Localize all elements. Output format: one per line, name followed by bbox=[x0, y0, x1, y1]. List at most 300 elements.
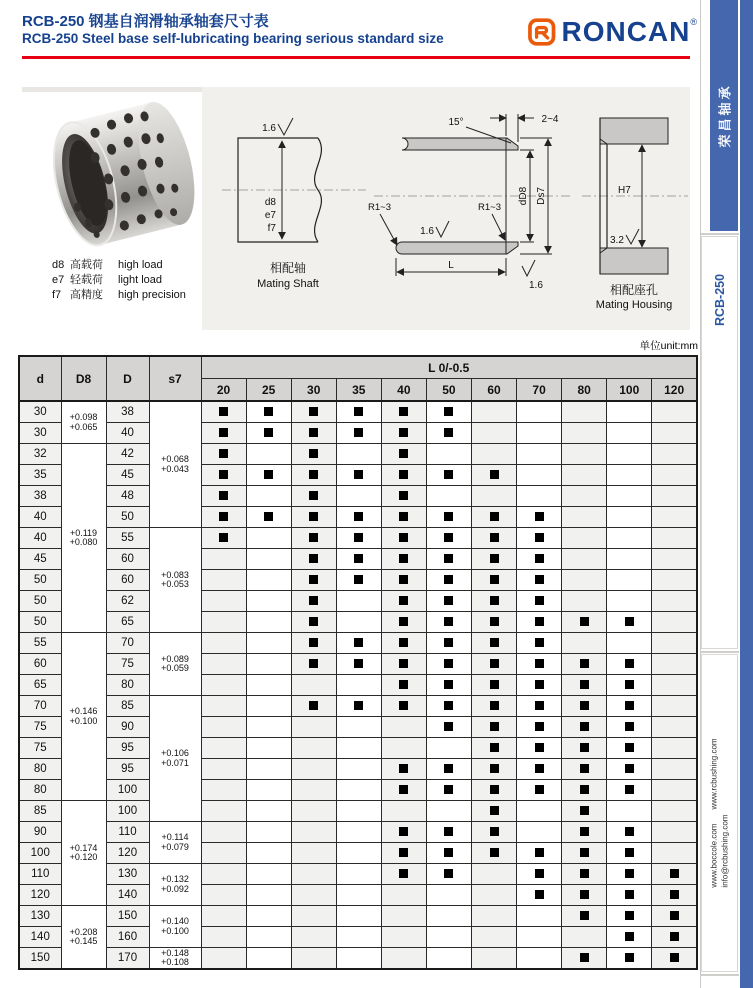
legend-line-high-precision: f7 高精度 high precision bbox=[52, 289, 186, 301]
cell-L-50 bbox=[426, 549, 471, 570]
cell-D: 80 bbox=[106, 675, 149, 696]
cell-L-20 bbox=[201, 633, 246, 654]
size-available-mark bbox=[309, 470, 318, 479]
cell-L-35 bbox=[336, 843, 381, 864]
cell-L-80 bbox=[562, 927, 607, 948]
size-available-mark bbox=[399, 659, 408, 668]
table-row bbox=[19, 507, 697, 528]
cell-L-100 bbox=[607, 444, 652, 465]
cell-L-35 bbox=[336, 738, 381, 759]
size-available-mark bbox=[444, 827, 453, 836]
cell-L-40 bbox=[381, 927, 426, 948]
size-available-mark bbox=[490, 533, 499, 542]
cell-L-40 bbox=[381, 423, 426, 444]
cell-D: 170 bbox=[106, 948, 149, 970]
table-row bbox=[19, 738, 697, 759]
cell-L-40 bbox=[381, 822, 426, 843]
cell-L-60 bbox=[471, 612, 516, 633]
cell-d: 120 bbox=[19, 885, 61, 906]
cell-L-120 bbox=[652, 906, 697, 927]
cell-L-120 bbox=[652, 927, 697, 948]
cell-L-30 bbox=[291, 885, 336, 906]
size-available-mark bbox=[309, 659, 318, 668]
cell-D: 140 bbox=[106, 885, 149, 906]
cell-L-50 bbox=[426, 591, 471, 612]
cell-L-25 bbox=[246, 885, 291, 906]
cell-d: 85 bbox=[19, 801, 61, 822]
size-available-mark bbox=[309, 617, 318, 626]
table-row bbox=[19, 654, 697, 675]
cell-L-60 bbox=[471, 654, 516, 675]
cell-d: 40 bbox=[19, 528, 61, 549]
cell-L-35 bbox=[336, 864, 381, 885]
col-header-L-20: 20 bbox=[201, 379, 246, 402]
size-available-mark bbox=[444, 722, 453, 731]
size-available-mark bbox=[580, 701, 589, 710]
cell-L-60 bbox=[471, 906, 516, 927]
cell-L-80 bbox=[562, 675, 607, 696]
cell-L-25 bbox=[246, 780, 291, 801]
cell-L-100 bbox=[607, 759, 652, 780]
cell-L-30 bbox=[291, 738, 336, 759]
size-available-mark bbox=[535, 869, 544, 878]
size-available-mark bbox=[490, 512, 499, 521]
size-available-mark bbox=[354, 533, 363, 542]
cell-L-100 bbox=[607, 654, 652, 675]
size-available-mark bbox=[219, 533, 228, 542]
cell-L-60 bbox=[471, 549, 516, 570]
cell-L-120 bbox=[652, 801, 697, 822]
cell-L-70 bbox=[517, 675, 562, 696]
bushing-roughness-outer: 1.6 bbox=[529, 280, 543, 291]
cell-L-120 bbox=[652, 696, 697, 717]
cell-L-20 bbox=[201, 591, 246, 612]
cell-L-70 bbox=[517, 507, 562, 528]
cell-L-120 bbox=[652, 822, 697, 843]
cell-L-120 bbox=[652, 401, 697, 423]
cell-L-40 bbox=[381, 401, 426, 423]
size-available-mark bbox=[444, 617, 453, 626]
cell-L-50 bbox=[426, 696, 471, 717]
size-available-mark bbox=[580, 659, 589, 668]
cell-L-50 bbox=[426, 465, 471, 486]
size-available-mark bbox=[309, 491, 318, 500]
cell-L-40 bbox=[381, 696, 426, 717]
cell-L-30 bbox=[291, 906, 336, 927]
cell-L-50 bbox=[426, 780, 471, 801]
size-table-wrap bbox=[18, 355, 698, 970]
size-available-mark bbox=[444, 554, 453, 563]
cell-L-35 bbox=[336, 591, 381, 612]
size-available-mark bbox=[625, 701, 634, 710]
cell-L-100 bbox=[607, 570, 652, 591]
cell-L-30 bbox=[291, 465, 336, 486]
size-available-mark bbox=[625, 932, 634, 941]
size-available-mark bbox=[490, 470, 499, 479]
col-header-L-80: 80 bbox=[562, 379, 607, 402]
table-row bbox=[19, 843, 697, 864]
size-available-mark bbox=[580, 806, 589, 815]
cell-L-50 bbox=[426, 759, 471, 780]
table-row bbox=[19, 423, 697, 444]
cell-L-120 bbox=[652, 738, 697, 759]
cell-L-35 bbox=[336, 906, 381, 927]
cell-L-50 bbox=[426, 927, 471, 948]
size-available-mark bbox=[625, 659, 634, 668]
cell-L-100 bbox=[607, 738, 652, 759]
cell-L-40 bbox=[381, 549, 426, 570]
cell-L-20 bbox=[201, 486, 246, 507]
cell-L-25 bbox=[246, 696, 291, 717]
cell-L-35 bbox=[336, 401, 381, 423]
size-available-mark bbox=[354, 470, 363, 479]
cell-L-80 bbox=[562, 507, 607, 528]
size-available-mark bbox=[354, 512, 363, 521]
size-available-mark bbox=[670, 932, 679, 941]
size-available-mark bbox=[535, 659, 544, 668]
cell-d: 55 bbox=[19, 633, 61, 654]
size-available-mark bbox=[670, 869, 679, 878]
cell-L-60 bbox=[471, 948, 516, 970]
cell-L-100 bbox=[607, 633, 652, 654]
size-available-mark bbox=[490, 617, 499, 626]
cell-L-50 bbox=[426, 570, 471, 591]
size-available-mark bbox=[535, 512, 544, 521]
cell-D: 95 bbox=[106, 759, 149, 780]
cell-L-20 bbox=[201, 717, 246, 738]
cell-L-100 bbox=[607, 423, 652, 444]
cell-L-20 bbox=[201, 465, 246, 486]
cell-L-40 bbox=[381, 633, 426, 654]
size-available-mark bbox=[490, 575, 499, 584]
cell-L-35 bbox=[336, 486, 381, 507]
cell-L-40 bbox=[381, 612, 426, 633]
shaft-roughness-label: 1.6 bbox=[262, 123, 276, 134]
cell-L-120 bbox=[652, 759, 697, 780]
size-available-mark bbox=[219, 407, 228, 416]
cell-L-20 bbox=[201, 401, 246, 423]
col-header-D8: D8 bbox=[61, 356, 106, 401]
cell-L-20 bbox=[201, 654, 246, 675]
table-row bbox=[19, 486, 697, 507]
cell-L-40 bbox=[381, 465, 426, 486]
cell-L-70 bbox=[517, 822, 562, 843]
cell-d: 70 bbox=[19, 696, 61, 717]
legend-line-high-load: d8 高载荷 high load bbox=[52, 259, 163, 271]
cell-L-50 bbox=[426, 948, 471, 970]
cell-tolerance-D8: +0.098 +0.065 bbox=[61, 401, 106, 444]
cell-D: 100 bbox=[106, 801, 149, 822]
bushing-length-dim: L bbox=[448, 260, 454, 271]
size-available-mark bbox=[490, 638, 499, 647]
cell-L-25 bbox=[246, 549, 291, 570]
cell-L-60 bbox=[471, 591, 516, 612]
col-header-L-60: 60 bbox=[471, 379, 516, 402]
cell-L-35 bbox=[336, 717, 381, 738]
housing-label-en: Mating Housing bbox=[595, 299, 673, 311]
cell-L-70 bbox=[517, 780, 562, 801]
cell-L-25 bbox=[246, 612, 291, 633]
size-available-mark bbox=[490, 701, 499, 710]
table-row bbox=[19, 444, 697, 465]
sidebar-tab-series-label: RCB-250 bbox=[712, 273, 727, 327]
cell-L-35 bbox=[336, 822, 381, 843]
cell-L-60 bbox=[471, 843, 516, 864]
cell-tolerance-s7: +0.132 +0.092 bbox=[149, 864, 201, 906]
size-available-mark bbox=[625, 953, 634, 962]
cell-L-50 bbox=[426, 864, 471, 885]
cell-d: 45 bbox=[19, 549, 61, 570]
size-available-mark bbox=[535, 680, 544, 689]
cell-L-60 bbox=[471, 780, 516, 801]
cell-L-25 bbox=[246, 401, 291, 423]
cell-D: 60 bbox=[106, 549, 149, 570]
size-available-mark bbox=[264, 512, 273, 521]
cell-L-60 bbox=[471, 822, 516, 843]
sidebar-tab-company bbox=[710, 0, 738, 231]
cell-L-20 bbox=[201, 864, 246, 885]
cell-L-25 bbox=[246, 759, 291, 780]
size-available-mark bbox=[670, 911, 679, 920]
size-available-mark bbox=[670, 953, 679, 962]
cell-D: 45 bbox=[106, 465, 149, 486]
cell-L-60 bbox=[471, 717, 516, 738]
size-available-mark bbox=[354, 659, 363, 668]
cell-L-50 bbox=[426, 486, 471, 507]
cell-L-120 bbox=[652, 885, 697, 906]
size-available-mark bbox=[309, 575, 318, 584]
sidebar-tab-company-label: 荣昌轴承 bbox=[717, 83, 733, 148]
size-available-mark bbox=[535, 575, 544, 584]
size-available-mark bbox=[535, 533, 544, 542]
cell-L-30 bbox=[291, 633, 336, 654]
cell-L-40 bbox=[381, 843, 426, 864]
size-available-mark bbox=[399, 680, 408, 689]
cell-L-25 bbox=[246, 507, 291, 528]
cell-L-70 bbox=[517, 864, 562, 885]
size-available-mark bbox=[264, 407, 273, 416]
cell-L-100 bbox=[607, 612, 652, 633]
size-available-mark bbox=[309, 407, 318, 416]
table-row bbox=[19, 906, 697, 927]
cell-tolerance-D8: +0.208 +0.145 bbox=[61, 906, 106, 970]
cell-L-25 bbox=[246, 801, 291, 822]
size-available-mark bbox=[444, 638, 453, 647]
cell-L-60 bbox=[471, 401, 516, 423]
cell-L-35 bbox=[336, 675, 381, 696]
cell-L-100 bbox=[607, 948, 652, 970]
size-available-mark bbox=[625, 890, 634, 899]
cell-L-40 bbox=[381, 759, 426, 780]
col-header-L-100: 100 bbox=[607, 379, 652, 402]
cell-L-50 bbox=[426, 423, 471, 444]
size-available-mark bbox=[399, 827, 408, 836]
size-table bbox=[18, 355, 698, 970]
size-available-mark bbox=[399, 638, 408, 647]
cell-L-30 bbox=[291, 696, 336, 717]
size-available-mark bbox=[444, 785, 453, 794]
size-available-mark bbox=[354, 407, 363, 416]
contact-websites: www.boccole.comwww.rcbushing.com bbox=[709, 738, 719, 888]
size-available-mark bbox=[490, 764, 499, 773]
page-title-zh: RCB-250 钢基自润滑轴承轴套尺寸表 bbox=[22, 13, 269, 30]
cell-L-20 bbox=[201, 528, 246, 549]
table-row bbox=[19, 927, 697, 948]
unit-label: 单位unit:mm bbox=[639, 340, 698, 352]
cell-L-70 bbox=[517, 486, 562, 507]
brand-logo-icon bbox=[527, 12, 556, 52]
cell-L-70 bbox=[517, 717, 562, 738]
cell-D: 70 bbox=[106, 633, 149, 654]
cell-L-100 bbox=[607, 528, 652, 549]
cell-L-60 bbox=[471, 486, 516, 507]
size-available-mark bbox=[399, 701, 408, 710]
cell-D: 42 bbox=[106, 444, 149, 465]
cell-L-70 bbox=[517, 843, 562, 864]
bushing-section-drawing bbox=[366, 96, 578, 316]
cell-L-120 bbox=[652, 444, 697, 465]
mating-shaft-drawing bbox=[218, 100, 370, 312]
size-available-mark bbox=[580, 869, 589, 878]
cell-L-50 bbox=[426, 444, 471, 465]
cell-L-25 bbox=[246, 570, 291, 591]
cell-L-60 bbox=[471, 759, 516, 780]
cell-L-40 bbox=[381, 528, 426, 549]
bushing-wall-dim: 2~4 bbox=[541, 114, 559, 125]
housing-bore-fit: H7 bbox=[618, 185, 631, 196]
cell-L-100 bbox=[607, 906, 652, 927]
size-available-mark bbox=[444, 407, 453, 416]
cell-L-35 bbox=[336, 423, 381, 444]
size-available-mark bbox=[535, 617, 544, 626]
cell-L-70 bbox=[517, 528, 562, 549]
cell-L-100 bbox=[607, 822, 652, 843]
cell-L-35 bbox=[336, 444, 381, 465]
cell-L-60 bbox=[471, 465, 516, 486]
cell-L-35 bbox=[336, 927, 381, 948]
cell-d: 60 bbox=[19, 654, 61, 675]
col-header-L-120: 120 bbox=[652, 379, 697, 402]
size-available-mark bbox=[580, 953, 589, 962]
cell-L-30 bbox=[291, 654, 336, 675]
cell-L-20 bbox=[201, 738, 246, 759]
table-row bbox=[19, 465, 697, 486]
size-available-mark bbox=[625, 764, 634, 773]
size-available-mark bbox=[625, 743, 634, 752]
size-available-mark bbox=[535, 890, 544, 899]
cell-L-20 bbox=[201, 780, 246, 801]
cell-L-35 bbox=[336, 507, 381, 528]
cell-L-40 bbox=[381, 486, 426, 507]
size-available-mark bbox=[535, 638, 544, 647]
cell-L-120 bbox=[652, 612, 697, 633]
cell-L-80 bbox=[562, 948, 607, 970]
size-available-mark bbox=[490, 743, 499, 752]
cell-L-40 bbox=[381, 675, 426, 696]
size-available-mark bbox=[490, 827, 499, 836]
bushing-roughness-inner: 1.6 bbox=[420, 226, 434, 237]
size-available-mark bbox=[444, 659, 453, 668]
bushing-radius-left: R1~3 bbox=[368, 202, 391, 213]
cell-D: 85 bbox=[106, 696, 149, 717]
size-available-mark bbox=[399, 470, 408, 479]
brand-logo-text: RONCAN bbox=[561, 16, 691, 47]
size-available-mark bbox=[219, 491, 228, 500]
size-available-mark bbox=[444, 680, 453, 689]
cell-L-120 bbox=[652, 507, 697, 528]
size-available-mark bbox=[490, 596, 499, 605]
cell-L-30 bbox=[291, 486, 336, 507]
cell-L-50 bbox=[426, 654, 471, 675]
size-available-mark bbox=[444, 701, 453, 710]
cell-L-25 bbox=[246, 486, 291, 507]
size-available-mark bbox=[309, 701, 318, 710]
cell-L-70 bbox=[517, 759, 562, 780]
cell-L-20 bbox=[201, 843, 246, 864]
cell-L-30 bbox=[291, 717, 336, 738]
header-divider-rule bbox=[22, 56, 690, 59]
cell-d: 150 bbox=[19, 948, 61, 970]
cell-L-60 bbox=[471, 570, 516, 591]
cell-d: 90 bbox=[19, 822, 61, 843]
cell-L-80 bbox=[562, 612, 607, 633]
cell-L-30 bbox=[291, 927, 336, 948]
sidebar-tab-separator bbox=[701, 974, 739, 976]
cell-L-30 bbox=[291, 612, 336, 633]
cell-d: 35 bbox=[19, 465, 61, 486]
cell-tolerance-D8: +0.146 +0.100 bbox=[61, 633, 106, 801]
cell-L-80 bbox=[562, 696, 607, 717]
size-available-mark bbox=[625, 722, 634, 731]
cell-L-25 bbox=[246, 927, 291, 948]
cell-L-50 bbox=[426, 822, 471, 843]
table-row bbox=[19, 780, 697, 801]
cell-L-100 bbox=[607, 717, 652, 738]
size-available-mark bbox=[625, 617, 634, 626]
cell-L-30 bbox=[291, 444, 336, 465]
size-available-mark bbox=[490, 848, 499, 857]
cell-L-80 bbox=[562, 444, 607, 465]
cell-D: 110 bbox=[106, 822, 149, 843]
table-row bbox=[19, 591, 697, 612]
size-available-mark bbox=[535, 701, 544, 710]
size-available-mark bbox=[490, 680, 499, 689]
col-header-L-70: 70 bbox=[517, 379, 562, 402]
cell-L-80 bbox=[562, 654, 607, 675]
sidebar-tab-separator bbox=[701, 233, 739, 235]
cell-L-100 bbox=[607, 864, 652, 885]
size-available-mark bbox=[580, 722, 589, 731]
cell-L-100 bbox=[607, 675, 652, 696]
cell-L-60 bbox=[471, 801, 516, 822]
size-available-mark bbox=[399, 596, 408, 605]
table-row bbox=[19, 570, 697, 591]
size-available-mark bbox=[309, 512, 318, 521]
shaft-fit-d8: d8 bbox=[264, 197, 276, 208]
table-row bbox=[19, 528, 697, 549]
cell-L-30 bbox=[291, 423, 336, 444]
cell-L-70 bbox=[517, 801, 562, 822]
cell-D: 150 bbox=[106, 906, 149, 927]
cell-L-100 bbox=[607, 549, 652, 570]
col-header-d: d bbox=[19, 356, 61, 401]
cell-D: 90 bbox=[106, 717, 149, 738]
cell-D: 65 bbox=[106, 612, 149, 633]
cell-L-70 bbox=[517, 423, 562, 444]
size-available-mark bbox=[219, 449, 228, 458]
cell-L-120 bbox=[652, 549, 697, 570]
cell-L-40 bbox=[381, 738, 426, 759]
